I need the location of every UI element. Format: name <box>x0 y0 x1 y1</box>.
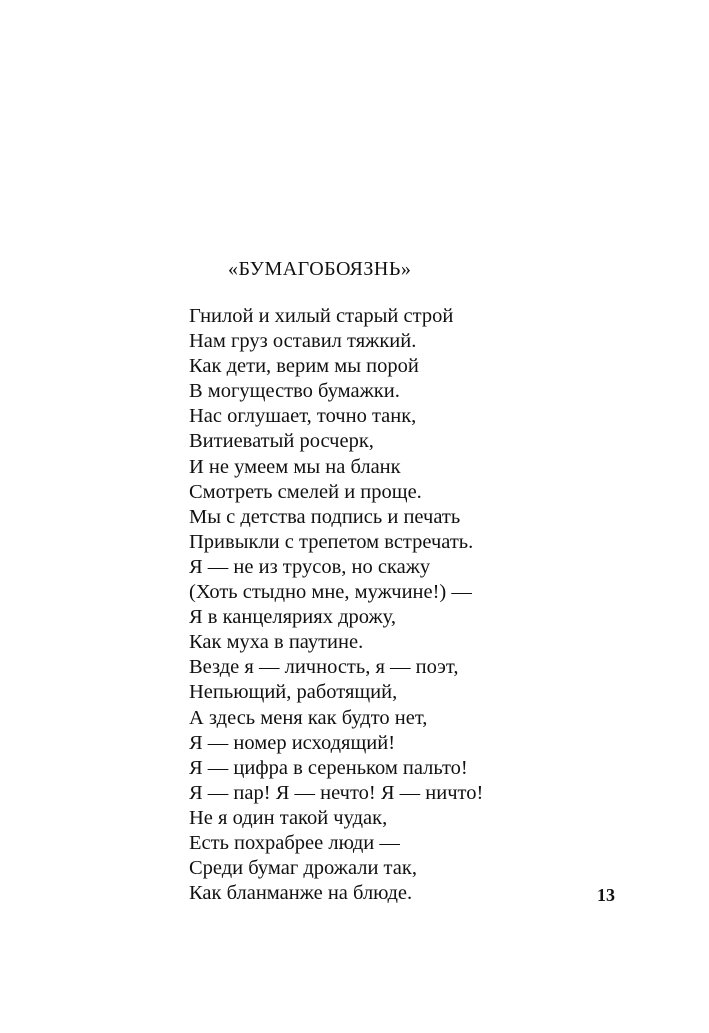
poem-line: Витиеватый росчерк, <box>189 430 374 453</box>
poem-line: Я в канцеляриях дрожу, <box>189 606 396 629</box>
poem-line: Смотреть смелей и проще. <box>189 480 422 503</box>
poem-line: Мы с детства подпись и печать <box>189 505 461 528</box>
poem-line: Гнилой и хилый старый строй <box>189 305 454 327</box>
poem-line: А здесь меня как будто нет, <box>189 706 428 729</box>
poem-line: Я — не из трусов, но скажу <box>189 555 431 578</box>
poem-line: Я — пар! Я — нечто! Я — ничто! <box>189 781 484 804</box>
poem-line: Нас оглушает, точно танк, <box>189 405 417 428</box>
poem-line: Я — цифра в сереньком пальто! <box>189 756 468 779</box>
poem-line: (Хоть стыдно мне, мужчине!) — <box>189 581 472 604</box>
poem-body <box>189 304 483 906</box>
poem-line: Как бланманже на блюде. <box>189 882 413 905</box>
poem-line: Нам груз оставил тяжкий. <box>189 330 417 353</box>
poem-line: Как муха в паутине. <box>189 631 364 654</box>
poem-line: Привыкли с трепетом встречать. <box>189 530 474 553</box>
poem-title: «БУМАГОБОЯЗНЬ» <box>228 258 412 280</box>
poem-line: Не я один такой чудак, <box>189 806 388 829</box>
poem-line: Среди бумаг дрожали так, <box>189 857 417 880</box>
poem-line: Непьющий, работящий, <box>189 681 398 704</box>
poem-line: В могущество бумажки. <box>189 380 400 403</box>
poem-line: И не умеем мы на бланк <box>189 455 401 478</box>
page-number: 13 <box>597 885 615 905</box>
poem-line: Есть похрабрее люди — <box>189 831 400 854</box>
poem-line: Как дети, верим мы порой <box>189 355 419 378</box>
poem-line: Я — номер исходящий! <box>189 731 396 754</box>
poem-line: Везде я — личность, я — поэт, <box>189 656 459 679</box>
